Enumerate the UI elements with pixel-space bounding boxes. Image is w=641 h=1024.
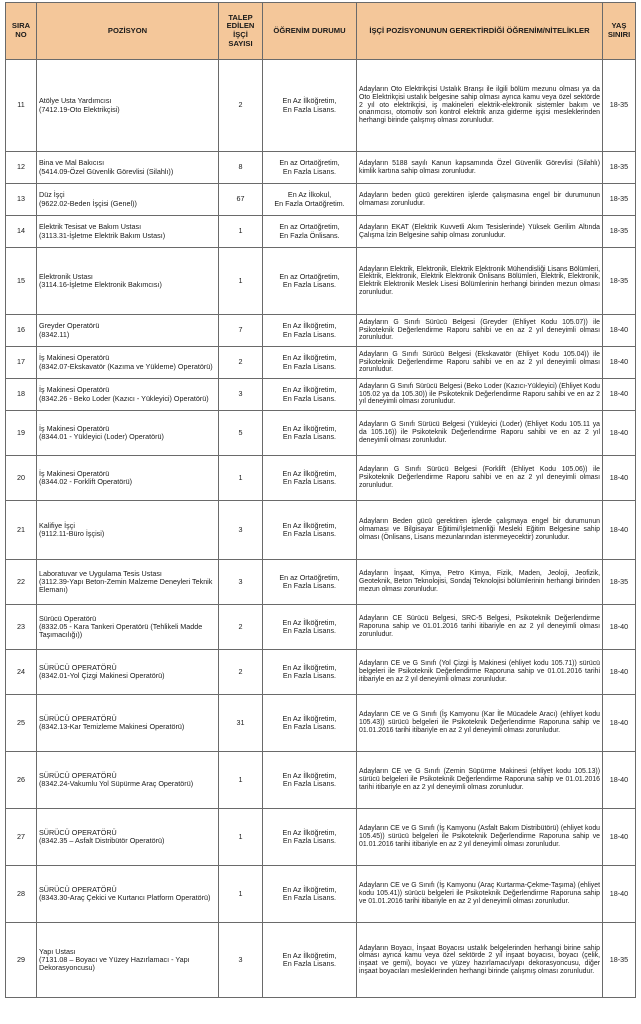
education-cell <box>263 866 357 923</box>
header-talep-edilen: TALEP EDİLEN İŞÇİ SAYISI <box>219 3 263 60</box>
education-max: En Fazla Lisans. <box>282 280 337 289</box>
education-min: En az Ortaöğretim, <box>279 158 340 168</box>
education-min: En az Ortaöğretim, <box>279 271 340 281</box>
education-max: En Fazla Lisans. <box>282 671 337 680</box>
education-min: En Az İlköğretim, <box>282 770 337 780</box>
row-number: 14 <box>6 216 37 248</box>
education-cell <box>263 184 357 216</box>
position-cell <box>37 315 219 347</box>
education-max: En Fazla Lisans. <box>282 626 337 635</box>
education-max: En Fazla Lisans. <box>282 104 337 114</box>
requirements: Adayların CE ve G Sınıfı (Zemin Süpürme Makinesi (ehliyet kodu 105.13)) sürücü belgeleri ile Psikoteknik Değerlendirme Raporuna sahip ve 01.01.2016 tarihi itibariyle en az 2 yıl deneyimli olması zorunludur. <box>357 752 603 809</box>
education-max: En Fazla Lisans. <box>282 779 337 788</box>
position-cell <box>37 695 219 752</box>
education-min: En Az İlkokul, <box>287 190 332 200</box>
age-limit: 18-35 <box>603 216 636 248</box>
position-code: (8342.13-Kar Temizleme Makinesi Operatörü) <box>39 722 185 731</box>
position-code: (9622.02-Beden İşçisi (Genel)) <box>39 198 137 208</box>
education-cell <box>263 560 357 605</box>
row-number: 12 <box>6 152 37 184</box>
education-min: En Az İlköğretim, <box>282 713 337 723</box>
position-code: (3114.16-İşletme Elektronik Bakımcısı) <box>39 280 162 289</box>
requested-count: 3 <box>219 923 263 998</box>
position-title: SÜRÜCÜ OPERATÖRÜ <box>39 884 117 894</box>
education-cell <box>263 248 357 315</box>
header-ogrenim-durumu: ÖĞRENİM DURUMU <box>263 3 357 60</box>
requirements: Adayların CE ve G Sınıfı (İş Kamyonu (Asfalt Bakım Distribütörü) (ehliyet kodu 105.45)) sürücü belgeleri ile Psikoteknik Değerlendirme Raporuna sahip ve 01.01.2016 tarihi itibariyle en az 2 yıl deneyimli olması zorunludur. <box>357 809 603 866</box>
requirements: Adayların CE ve G Sınıfı (Yol Çizgi İş Makinesi (ehliyet kodu 105.71)) sürücü belgeleri ile Psikoteknik Değerlendirme Raporuna sahip ve 01.01.2016 tarihi itibariyle en az 2 yıl deneyimli olması zorunludur. <box>357 650 603 695</box>
education-min: En Az İlköğretim, <box>282 662 337 672</box>
requirements: Adayların İnşaat, Kimya, Petro Kimya, Fizik, Maden, Jeoloji, Jeofizik, Geoteknik, Beton Teknolojisi, Sondaj Teknolojisi bölümlerinin herhangi birinden mezun olması zorunludur. <box>357 560 603 605</box>
position-code: (3113.31-İşletme Elektrik Bakım Ustası) <box>39 230 166 240</box>
requested-count: 31 <box>219 695 263 752</box>
requirements: Adayların G Sınıfı Sürücü Belgesi (Yükleyici (Loder) (Ehliyet Kodu 105.11 ya da 105.16)) ile Psikoteknik Değerlendirme Raporu sahibi ve en az 2 yıl deneyimli olması zorunludur. <box>357 411 603 456</box>
education-max: En Fazla Önlisans. <box>279 230 340 240</box>
row-number: 20 <box>6 456 37 501</box>
age-limit: 18-40 <box>603 650 636 695</box>
position-code: (8342.11) <box>39 329 70 339</box>
position-title: İş Makinesi Operatörü <box>39 423 110 433</box>
position-title: Elektronik Ustası <box>39 271 93 281</box>
requirements: Adayların 5188 sayılı Kanun kapsamında Özel Güvenlik Görevlisi (Silahlı) kimlik kartına sahip olması zorunludur. <box>357 152 603 184</box>
requirements: Adayların G Sınıfı Sürücü Belgesi (Ekskavatör (Ehliyet Kodu 105.04)) ile Psikoteknik Değerlendirme Raporu sahibi ve en az 2 yıl deneyimli olması zorunludur. <box>357 347 603 379</box>
table-row <box>6 650 636 695</box>
requirements: Adayların Oto Elektrikçisi Ustalık Branşı ile ilgili bölüm mezunu olması ya da Oto Elektrikçisi ustalık belgesine sahip olması ayrıca kamu veya özel sektörde 2 yıl oto elektrikçisi, iş makineleri elektrik-elektronik sistemler bakım ve onarımcısı, otomotiv son kontrol elektrik arıza giderme işçisi mesleklerinden herhangi birinde çalışmış olması zorunludur. <box>357 60 603 152</box>
education-max: En Fazla Lisans. <box>282 836 337 845</box>
age-limit: 18-35 <box>603 560 636 605</box>
position-title: Elektrik Tesisat ve Bakım Ustası <box>39 222 142 232</box>
row-number: 26 <box>6 752 37 809</box>
position-code: (8344.01 - Yükleyici (Loder) Operatörü) <box>39 432 164 441</box>
position-title: SÜRÜCÜ OPERATÖRÜ <box>39 713 117 723</box>
education-min: En Az İlköğretim, <box>282 827 337 837</box>
position-title: Sürücü Operatörü <box>39 613 97 623</box>
position-cell <box>37 184 219 216</box>
education-cell <box>263 456 357 501</box>
education-min: En Az İlköğretim, <box>282 884 337 894</box>
table-row <box>6 347 636 379</box>
table-row <box>6 695 636 752</box>
header-yas-siniri: YAŞ SINIRI <box>603 3 636 60</box>
requirements: Adayların CE ve G Sınıfı (İş Kamyonu (Araç Kurtarma-Çekme-Taşıma) (ehliyet kodu 105.41)) sürücü belgeleri ile Psikoteknik Değerlendirme Raporuna sahip ve 01.01.2016 tarihi itibariyle en az 2 yıl deneyimli olması zorunludur. <box>357 866 603 923</box>
position-code: (8332.05 - Kara Tankeri Operatörü (Tehlikeli Madde Taşımacılığı)) <box>39 621 203 640</box>
position-cell <box>37 60 219 152</box>
row-number: 27 <box>6 809 37 866</box>
position-title: Kalifiye İşçi <box>39 520 75 530</box>
row-number: 13 <box>6 184 37 216</box>
requirements: Adayların Boyacı, İnşaat Boyacısı ustalık belgelerinden herhangi birine sahip olması ayrıca kamu veya özel sektörde 2 yıl inşaat boyacısı, boyacı (çelik, inşaat ve gemi), boyacı ve yüzey hazırlamacı/yapı dekorasyoncusu, diğer inşaat boyacıları mesleklerinden herhangi birinde çalışmış olması zorunludur. <box>357 923 603 998</box>
table-row <box>6 456 636 501</box>
education-cell <box>263 379 357 411</box>
education-min: En Az İlköğretim, <box>282 423 337 433</box>
requested-count: 8 <box>219 152 263 184</box>
education-cell <box>263 60 357 152</box>
position-cell <box>37 866 219 923</box>
position-cell <box>37 650 219 695</box>
table-row <box>6 560 636 605</box>
position-title: Bina ve Mal Bakıcısı <box>39 158 105 168</box>
education-min: En Az İlköğretim, <box>282 385 337 395</box>
position-code: (8342.26 - Beko Loder (Kazıcı - Yükleyici) Operatörü) <box>39 393 209 403</box>
age-limit: 18-40 <box>603 456 636 501</box>
education-min: En Az İlköğretim, <box>282 468 337 478</box>
position-code: (8344.02 - Forklift Operatörü) <box>39 477 133 486</box>
position-title: Atölye Usta Yardımcısı <box>39 96 112 106</box>
table-row <box>6 248 636 315</box>
education-max: En Fazla Lisans. <box>282 477 337 486</box>
row-number: 25 <box>6 695 37 752</box>
age-limit: 18-40 <box>603 752 636 809</box>
requirements: Adayların G Sınıfı Sürücü Belgesi (Forklift (Ehliyet Kodu 105.06)) ile Psikoteknik Değerlendirme Raporu sahibi ve en az 2 yıl deneyimli olması zorunludur. <box>357 456 603 501</box>
row-number: 19 <box>6 411 37 456</box>
requirements: Adayların Beden gücü gerektiren işlerde çalışmaya engel bir durumunun olmaması ve Bilgisayar Eğitimi/İşletmenliği Mesleki Eğitim Belgesine sahip olması (Önlisans, Lisans mezunlarından istenmeyecektir) zorunludur. <box>357 501 603 560</box>
age-limit: 18-40 <box>603 379 636 411</box>
education-max: En Fazla Lisans. <box>282 361 337 371</box>
requirements: Adayların CE Sürücü Belgesi, SRC-5 Belgesi, Psikoteknik Değerlendirme Raporuna sahip ve 01.01.2016 tarihi itibariyle en az 2 yıl deneyimli olması zorunludur. <box>357 605 603 650</box>
table-row <box>6 923 636 998</box>
education-min: En Az İlköğretim, <box>282 950 337 960</box>
position-cell <box>37 411 219 456</box>
requested-count: 5 <box>219 411 263 456</box>
requested-count: 67 <box>219 184 263 216</box>
header-row <box>6 3 636 60</box>
education-cell <box>263 605 357 650</box>
requested-count: 2 <box>219 347 263 379</box>
education-min: En Az İlköğretim, <box>282 96 337 106</box>
age-limit: 18-40 <box>603 411 636 456</box>
table-row <box>6 184 636 216</box>
education-cell <box>263 501 357 560</box>
table-row <box>6 152 636 184</box>
position-code: (8343.30-Araç Çekici ve Kurtarıcı Platform Operatörü) <box>39 893 211 902</box>
age-limit: 18-35 <box>603 923 636 998</box>
position-title: İş Makinesi Operatörü <box>39 468 110 478</box>
position-title: İş Makinesi Operatörü <box>39 353 110 363</box>
position-cell <box>37 216 219 248</box>
table-row <box>6 752 636 809</box>
education-cell <box>263 152 357 184</box>
table-row <box>6 866 636 923</box>
position-cell <box>37 809 219 866</box>
row-number: 24 <box>6 650 37 695</box>
requested-count: 1 <box>219 248 263 315</box>
table-row <box>6 379 636 411</box>
table-row <box>6 411 636 456</box>
position-title: Greyder Operatörü <box>39 321 100 331</box>
position-title: SÜRÜCÜ OPERATÖRÜ <box>39 770 117 780</box>
position-cell <box>37 248 219 315</box>
position-cell <box>37 560 219 605</box>
row-number: 22 <box>6 560 37 605</box>
education-min: En az Ortaöğretim, <box>279 222 340 232</box>
requirements: Adayların EKAT (Elektrik Kuvvetli Akım Tesislerinde) Yüksek Gerilim Altında Çalışma İzin Belgesine sahip olması zorunludur. <box>357 216 603 248</box>
header-sira-no: SIRA NO <box>6 3 37 60</box>
education-cell <box>263 650 357 695</box>
requirements: Adayların beden gücü gerektiren işlerde çalışmasına engel bir durumunun olmaması zorunludur. <box>357 184 603 216</box>
age-limit: 18-35 <box>603 248 636 315</box>
education-min: En az Ortaöğretim, <box>279 572 340 582</box>
age-limit: 18-40 <box>603 605 636 650</box>
education-cell <box>263 809 357 866</box>
row-number: 21 <box>6 501 37 560</box>
position-cell <box>37 379 219 411</box>
requested-count: 1 <box>219 752 263 809</box>
education-max: En Fazla Ortaöğretim. <box>274 198 345 208</box>
position-title: İş Makinesi Operatörü <box>39 385 110 395</box>
row-number: 16 <box>6 315 37 347</box>
requirements: Adayların CE ve G Sınıfı (İş Kamyonu (Kar İle Mücadele Aracı) (ehliyet kodu 105.43)) sürücü belgeleri ile Psikoteknik Değerlendirme Raporuna sahip ve 01.01.2016 tarihi itibariyle en az 2 yıl deneyimli olması zorunludur. <box>357 695 603 752</box>
age-limit: 18-40 <box>603 866 636 923</box>
requested-count: 3 <box>219 560 263 605</box>
row-number: 17 <box>6 347 37 379</box>
age-limit: 18-35 <box>603 184 636 216</box>
position-code: (8342.07-Ekskavatör (Kazıma ve Yükleme) Operatörü) <box>39 361 213 371</box>
education-max: En Fazla Lisans. <box>282 529 337 538</box>
position-code: (7131.08 – Boyacı ve Yüzey Hazırlamacı - Yapı Dekorasyoncusu) <box>39 954 190 973</box>
position-code: (5414.09-Özel Güvenlik Görevlisi (Silahlı)) <box>39 166 174 176</box>
position-code: (3112.39-Yapı Beton-Zemin Malzeme Deneyleri Teknik Elemanı) <box>39 576 213 595</box>
education-max: En Fazla Lisans. <box>282 432 337 441</box>
requested-count: 2 <box>219 605 263 650</box>
position-cell <box>37 456 219 501</box>
education-cell <box>263 411 357 456</box>
row-number: 15 <box>6 248 37 315</box>
education-max: En Fazla Lisans. <box>282 722 337 731</box>
position-cell <box>37 152 219 184</box>
position-cell <box>37 605 219 650</box>
age-limit: 18-40 <box>603 809 636 866</box>
requested-count: 2 <box>219 60 263 152</box>
row-number: 28 <box>6 866 37 923</box>
position-title: SÜRÜCÜ OPERATÖRÜ <box>39 827 117 837</box>
requested-count: 2 <box>219 650 263 695</box>
position-code: (7412.19-Oto Elektrikçisi) <box>39 104 120 114</box>
education-min: En Az İlköğretim, <box>282 321 337 331</box>
table-row <box>6 809 636 866</box>
position-code: (8342.35 – Asfalt Distribütör Operatörü) <box>39 836 165 845</box>
education-cell <box>263 315 357 347</box>
requested-count: 1 <box>219 809 263 866</box>
requested-count: 3 <box>219 501 263 560</box>
row-number: 11 <box>6 60 37 152</box>
education-cell <box>263 695 357 752</box>
education-max: En Fazla Lisans. <box>282 893 337 902</box>
position-code: (9112.11-Büro İşçisi) <box>39 529 105 538</box>
requested-count: 1 <box>219 866 263 923</box>
requirements: Adayların Elektrik, Elektronik, Elektrik Elektronik Mühendisliği Lisans Bölümleri, Elektrik, Elektronik, Elektrik Elektronik Önlisans Bölümleri, Elektrik, Elektronik, Elektrik Elektronik Meslek Lisesi Bölümlerinin herhangi birinden mezun olması zorunludur. <box>357 248 603 315</box>
table-row <box>6 501 636 560</box>
education-min: En Az İlköğretim, <box>282 617 337 627</box>
position-title: SÜRÜCÜ OPERATÖRÜ <box>39 662 117 672</box>
row-number: 18 <box>6 379 37 411</box>
position-code: (8342.01-Yol Çizgi Makinesi Operatörü) <box>39 671 165 680</box>
table-row <box>6 605 636 650</box>
education-max: En Fazla Lisans. <box>282 166 337 176</box>
requirements: Adayların G Sınıfı Sürücü Belgesi (Greyder (Ehliyet Kodu 105.07)) ile Psikoteknik Değerlendirme Raporu sahibi ve en az 2 yıl deneyimli olması zorunludur. <box>357 315 603 347</box>
position-code: (8342.24-Vakumlu Yol Süpürme Araç Operatörü) <box>39 779 194 788</box>
job-positions-table <box>5 2 636 998</box>
position-cell <box>37 347 219 379</box>
position-title: Yapı Ustası <box>39 946 76 956</box>
position-cell <box>37 923 219 998</box>
requirements: Adayların G Sınıfı Sürücü Belgesi (Beko Loder (Kazıcı-Yükleyici) (Ehliyet Kodu 105.02 ya da 105.30)) ile Psikoteknik Değerlendirme Raporu sahibi ve en az 2 yıl deneyimli olması zorunludur. <box>357 379 603 411</box>
row-number: 23 <box>6 605 37 650</box>
education-max: En Fazla Lisans. <box>282 329 337 339</box>
table-row <box>6 216 636 248</box>
position-cell <box>37 752 219 809</box>
education-min: En Az İlköğretim, <box>282 353 337 363</box>
row-number: 29 <box>6 923 37 998</box>
requested-count: 3 <box>219 379 263 411</box>
education-cell <box>263 752 357 809</box>
education-max: En Fazla Lisans. <box>282 581 337 590</box>
education-max: En Fazla Lisans. <box>282 959 337 968</box>
education-min: En Az İlköğretim, <box>282 520 337 530</box>
education-cell <box>263 216 357 248</box>
position-cell <box>37 501 219 560</box>
education-cell <box>263 923 357 998</box>
table-row <box>6 60 636 152</box>
age-limit: 18-40 <box>603 315 636 347</box>
age-limit: 18-40 <box>603 347 636 379</box>
table-row <box>6 315 636 347</box>
age-limit: 18-40 <box>603 501 636 560</box>
education-cell <box>263 347 357 379</box>
header-nitelikler: İŞÇİ POZİSYONUNUN GEREKTİRDİĞİ ÖĞRENİM/NİTELİKLER <box>357 3 603 60</box>
age-limit: 18-40 <box>603 695 636 752</box>
header-pozisyon: POZİSYON <box>37 3 219 60</box>
position-title: Laboratuvar ve Uygulama Tesis Ustası <box>39 568 162 578</box>
requested-count: 1 <box>219 456 263 501</box>
requested-count: 1 <box>219 216 263 248</box>
age-limit: 18-35 <box>603 60 636 152</box>
age-limit: 18-35 <box>603 152 636 184</box>
requested-count: 7 <box>219 315 263 347</box>
education-max: En Fazla Lisans. <box>282 393 337 403</box>
position-title: Düz İşçi <box>39 190 65 200</box>
